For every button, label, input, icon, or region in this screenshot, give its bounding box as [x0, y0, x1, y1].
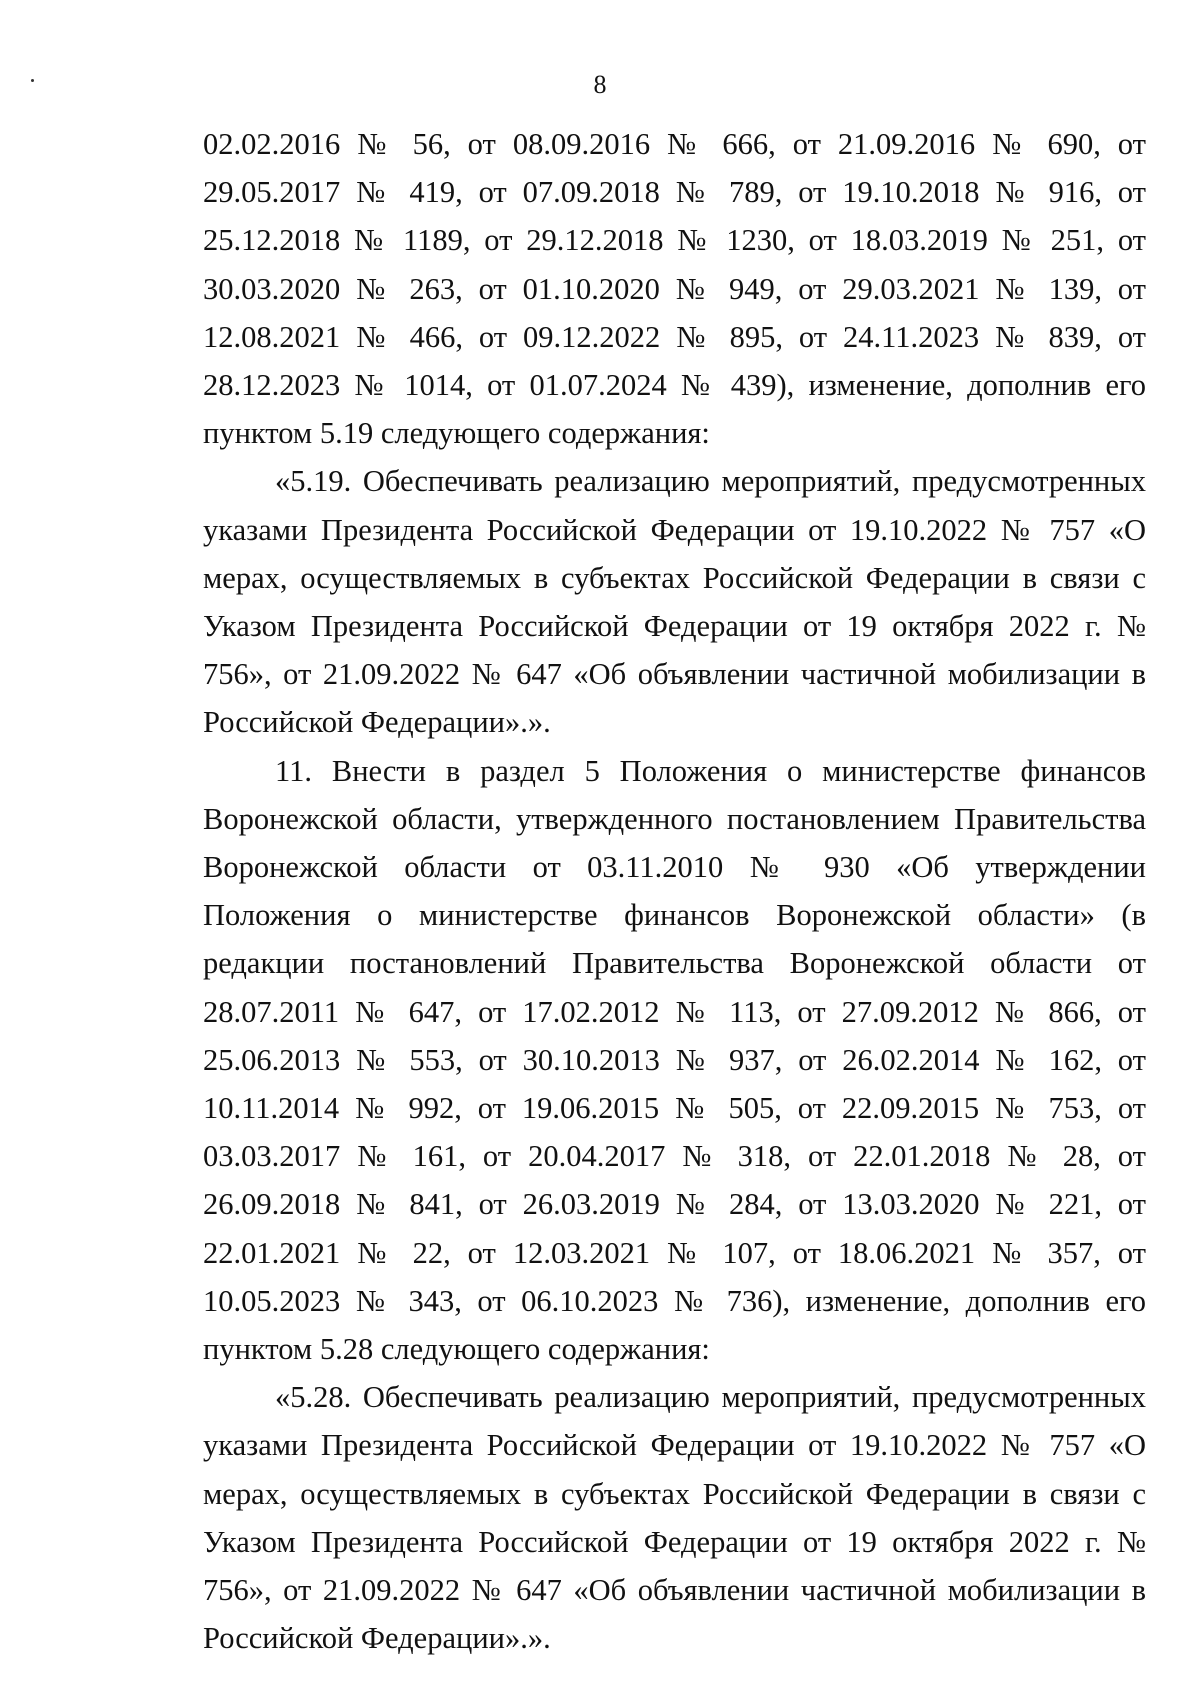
- paragraph-amendment-list-continuation: 02.02.2016 № 56, от 08.09.2016 № 666, от 21.09.2016 № 690, от 29.05.2017 № 419, от 07.09.2018 № 789, от 19.10.2018 № 916, от 25.12.2018 № 1189, от 29.12.2018 № 1230, от 18.03.2019 № 251, от 30.03.2020 № 263, от 01.10.2020 № 949, от 29.03.2021 № 139, от 12.08.2021 № 466, от 09.12.2022 № 895, от 24.11.2023 № 839, от 28.12.2023 № 1014, от 01.07.2024 № 439), изменение, дополнив его пунктом 5.19 следующего содержания:: [203, 127, 1146, 451]
- paragraph-clause-5-19: «5.19. Обеспечивать реализацию мероприятий, предусмотренных указами Президента Российской Федерации от 19.10.2022 № 757 «О мерах, осуществляемых в субъектах Российской Федерации в связи с Указом Президента Российской Федерации от 19 октября 2022 г. № 756», от 21.09.2022 № 647 «Об объявлении частичной мобилизации в Российской Федерации».».: [203, 464, 1146, 740]
- page-number: 8: [593, 70, 607, 99]
- paragraph-item-11: 11. Внести в раздел 5 Положения о министерстве финансов Воронежской области, утвержденного постановлением Правительства Воронежской области от 03.11.2010 № 930 «Об утверждении Положения о министерстве финансов Воронежской области» (в редакции постановлений Правительства Воронежской области от 28.07.2011 № 647, от 17.02.2012 № 113, от 27.09.2012 № 866, от 25.06.2013 № 553, от 30.10.2013 № 937, от 26.02.2014 № 162, от 10.11.2014 № 992, от 19.06.2015 № 505, от 22.09.2015 № 753, от 03.03.2017 № 161, от 20.04.2017 № 318, от 22.01.2018 № 28, от 26.09.2018 № 841, от 26.03.2019 № 284, от 13.03.2020 № 221, от 22.01.2021 № 22, от 12.03.2021 № 107, от 18.06.2021 № 357, от 10.05.2023 № 343, от 06.10.2023 № 736), изменение, дополнив его пунктом 5.28 следующего содержания:: [203, 753, 1146, 1367]
- document-body: [203, 120, 1146, 1663]
- paragraph-clause-5-28: «5.28. Обеспечивать реализацию мероприятий, предусмотренных указами Президента Российской Федерации от 19.10.2022 № 757 «О мерах, осуществляемых в субъектах Российской Федерации в связи с Указом Президента Российской Федерации от 19 октября 2022 г. № 756», от 21.09.2022 № 647 «Об объявлении частичной мобилизации в Российской Федерации».».: [203, 1380, 1146, 1656]
